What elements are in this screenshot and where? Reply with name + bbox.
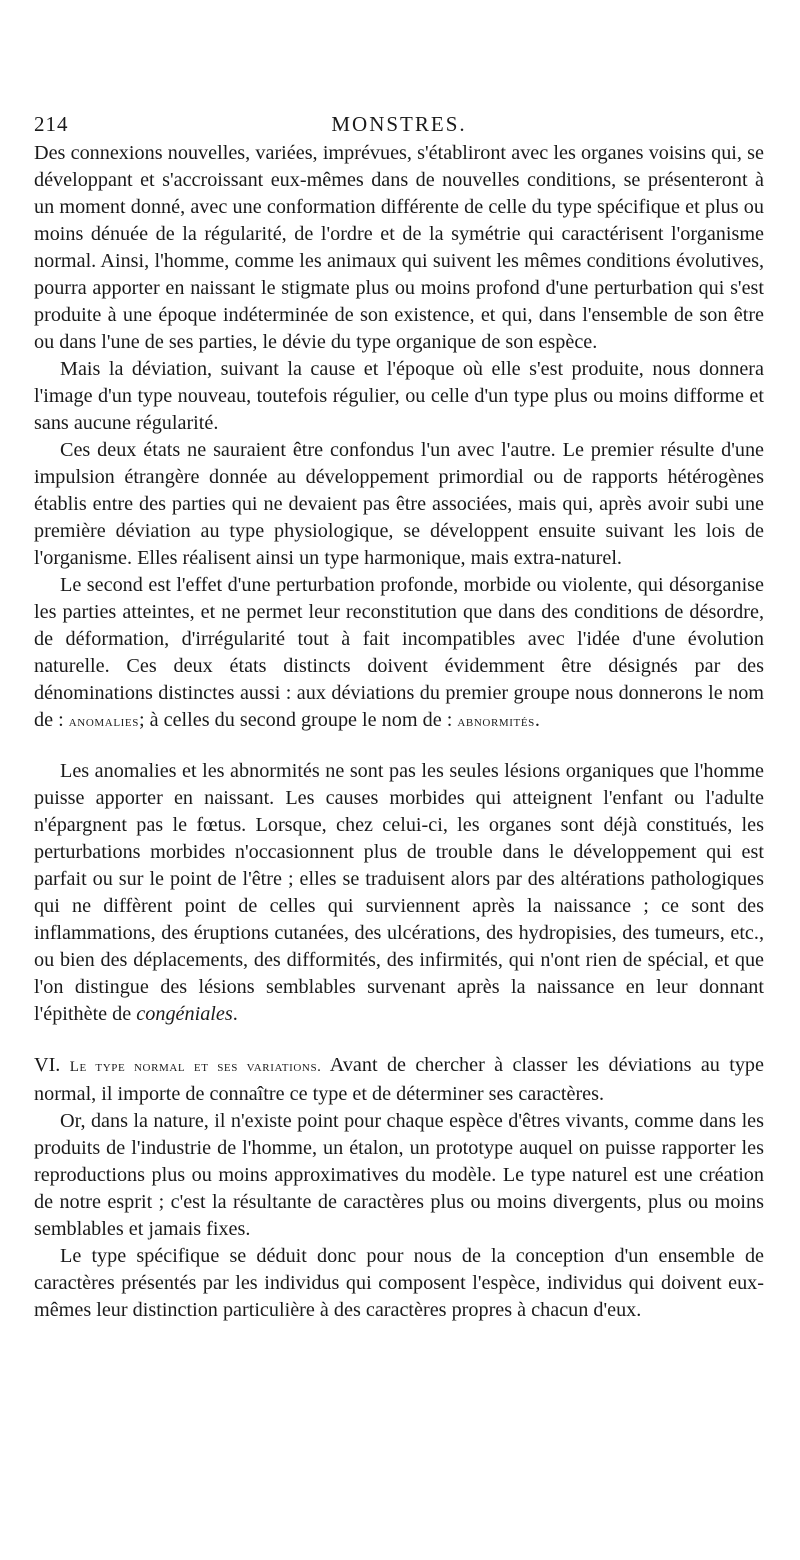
section-spacer bbox=[34, 736, 764, 758]
paragraph-4 bbox=[34, 572, 764, 736]
paragraph-1: Des connexions nouvelles, variées, imprévues, s'établiront avec les organes voisins qui, se développant et s'accroissant eux-mêmes dans de nouvelles conditions, se présenteront à un moment donné, avec une conformation différente de celle du type spécifique et plus ou moins dénuée de la régularité, de l'ordre et de la symétrie qui caractérisent l'organisme normal. Ainsi, l'homme, comme les animaux qui suivent les mêmes conditions évolutives, pourra apporter en naissant le stigmate plus ou moins profond d'une perturbation qui s'est produite à une époque indéterminée de son existence, et qui, dans l'ensemble de son être ou dans l'une de ses parties, le dévie du type organique de son espèce. bbox=[34, 142, 764, 353]
page-header bbox=[34, 112, 764, 140]
section-vi-paragraph bbox=[34, 1052, 764, 1108]
page-number: 214 bbox=[34, 112, 69, 136]
section-vi-text: Avant de chercher à classer les déviations au type normal, il importe de connaître ce type et de déterminer ses caractères. bbox=[34, 1054, 764, 1105]
term-anomalies: anomalies bbox=[68, 714, 139, 730]
paragraph-5-end: . bbox=[232, 1003, 238, 1025]
book-page bbox=[34, 112, 764, 1324]
section-spacer bbox=[34, 1028, 764, 1052]
paragraph-4-end: . bbox=[534, 709, 540, 731]
paragraph-2: Mais la déviation, suivant la cause et l'époque où elle s'est produite, nous donnera l'image d'un type nouveau, toutefois régulier, ou celle d'un type plus ou moins difforme et sans aucune régularité. bbox=[34, 358, 764, 434]
section-heading: Le type normal et ses variations. bbox=[69, 1059, 322, 1075]
paragraph-4-mid: ; à celles du second groupe le nom de : bbox=[138, 709, 458, 731]
paragraph-4-text: Le second est l'effet d'une perturbation profonde, morbide ou violente, qui désorganise les parties atteintes, et ne permet leur reconstitution que dans des conditions de désordre, de déformation, d'irrégularité tout à fait incompatibles avec l'idée d'une évolution naturelle. Ces deux états distincts doivent évidemment être désignés par des dénominations distinctes aussi : aux déviations du premier groupe nous donnerons le nom de : bbox=[34, 574, 764, 731]
running-head: MONSTRES. bbox=[331, 112, 467, 136]
paragraph-8: Le type spécifique se déduit donc pour nous de la conception d'un ensemble de caractères présentés par les individus qui composent l'espèce, individus qui doivent eux-mêmes leur distinction particulière à des caractères propres à chacun d'eux. bbox=[34, 1245, 764, 1321]
paragraph-3: Ces deux états ne sauraient être confondus l'un avec l'autre. Le premier résulte d'une impulsion étrangère donnée au développement primordial ou de rapports hétérogènes établis entre des parties qui ne devaient pas être associées, mais qui, après avoir subi une première déviation au type physiologique, se développent ensuite suivant les lois de l'organisme. Elles réalisent ainsi un type harmonique, mais extra-naturel. bbox=[34, 439, 764, 569]
paragraph-5 bbox=[34, 758, 764, 1028]
term-abnormites: abnormités bbox=[457, 714, 535, 730]
paragraph-5-text: Les anomalies et les abnormités ne sont pas les seules lésions organiques que l'homme puisse apporter en naissant. Les causes morbides qui atteignent l'enfant ou l'adulte n'épargnent pas le fœtus. Lorsque, chez celui-ci, les organes sont déjà constitués, les perturbations morbides n'occasionnent plus de trouble dans le développement qui est parfait ou sur le point de l'être ; elles se traduisent alors par des altérations pathologiques qui ne diffèrent point de celles qui surviennent après la naissance ; ce sont des inflammations, des éruptions cutanées, des ulcérations, des hydropisies, des tumeurs, etc., ou bien des déplacements, des difformités, des infirmités, qui n'ont rien de spécial, et que l'on distingue des lésions semblables survenant après la naissance en leur donnant l'épithète de bbox=[34, 760, 764, 1025]
section-number: VI. bbox=[34, 1054, 70, 1076]
paragraph-7: Or, dans la nature, il n'existe point pour chaque espèce d'êtres vivants, comme dans les produits de l'industrie de l'homme, un étalon, un prototype auquel on puisse rapporter les reproductions plus ou moins approximatives du modèle. Le type naturel est une création de notre esprit ; c'est la résultante de caractères plus ou moins divergents, plus ou moins semblables et jamais fixes. bbox=[34, 1110, 764, 1240]
term-congeniales: congéniales bbox=[136, 1003, 233, 1025]
